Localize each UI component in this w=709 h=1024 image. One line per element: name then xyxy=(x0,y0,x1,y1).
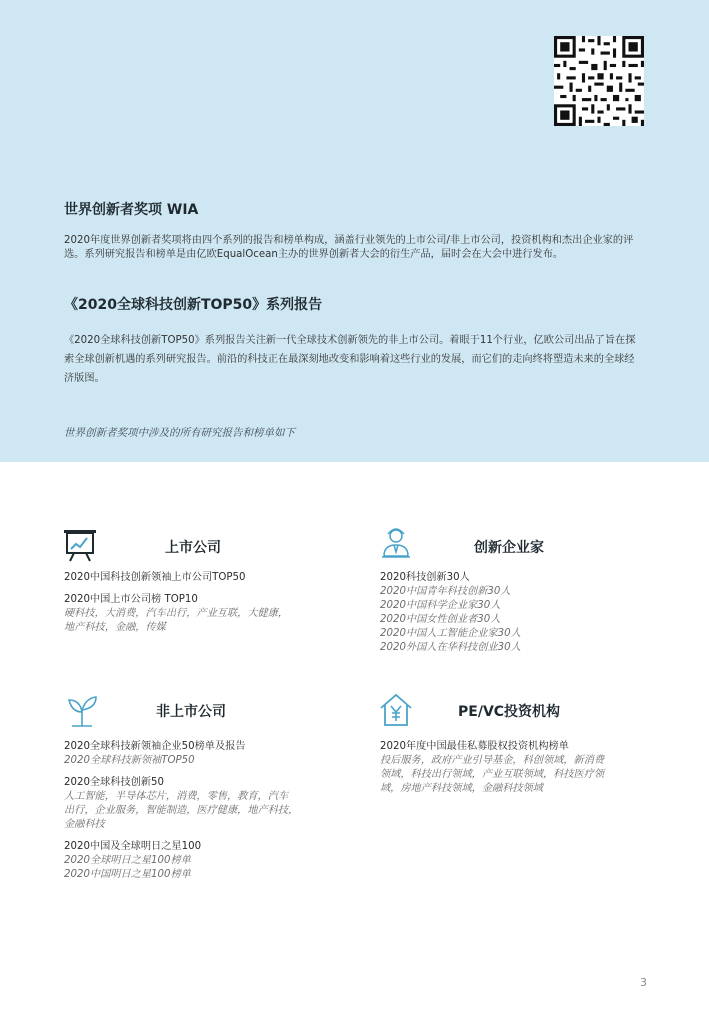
list-subitem: 2020全球明日之星100榜单 xyxy=(64,855,191,866)
report-paragraph: 《2020全球科技创新TOP50》系列报告关注新一代全球技术创新领先的非上市公司。着眼于11个行业，亿欧公司出品了旨在探索全球创新机遇的系列研究报告。前沿的科技正在最深刻地改变和影响着这些行业的发展，而它们的走向终将塑造未来的全球经济版图。 xyxy=(64,335,636,384)
page-number: 3 xyxy=(640,976,647,989)
list-subitem: 2020外国人在华科技创业30人 xyxy=(380,642,521,653)
reports-note: 世界创新者奖项中涉及的所有研究报告和榜单如下 xyxy=(64,427,295,439)
section-listed-list xyxy=(64,571,334,635)
list-subitem: 域，房地产科技领域，金融科技领域 xyxy=(380,783,543,794)
section-entrepreneur-list xyxy=(380,571,650,655)
list-subitem: 2020中国科学企业家30人 xyxy=(380,600,501,611)
list-subitem: 2020中国女性创业者30人 xyxy=(380,614,501,625)
list-subitem: 人工智能，半导体芯片，消费，零售，教育，汽车 xyxy=(64,791,289,802)
section-title-unlisted: 非上市公司 xyxy=(156,704,226,720)
section-title-listed: 上市公司 xyxy=(165,540,221,556)
list-item: 2020科技创新30人 xyxy=(380,572,470,583)
list-item: 2020中国上市公司榜 TOP10 xyxy=(64,594,198,605)
person-icon xyxy=(378,524,414,560)
list-subitem: 出行，企业服务，智能制造，医疗健康，地产科技， xyxy=(64,805,299,816)
qr-code-icon xyxy=(554,36,644,126)
section-title-investment: PE/VC投资机构 xyxy=(458,704,561,720)
list-item: 2020中国及全球明日之星100 xyxy=(64,841,202,852)
spacer xyxy=(64,585,334,593)
section-title-entrepreneur: 创新企业家 xyxy=(474,540,544,556)
section-unlisted-list xyxy=(64,740,334,882)
list-subitem: 2020全球科技新领袖TOP50 xyxy=(64,755,195,766)
list-subitem: 金融科技 xyxy=(64,819,105,830)
report-heading: 《2020全球科技创新TOP50》系列报告 xyxy=(64,297,323,313)
presentation-chart-icon xyxy=(62,527,98,563)
spacer xyxy=(64,832,334,840)
list-item: 2020年度中国最佳私募股权投资机构榜单 xyxy=(380,741,569,752)
section-investment-list xyxy=(380,740,650,796)
list-item: 2020中国科技创新领袖上市公司TOP50 xyxy=(64,572,246,583)
list-subitem: 2020中国青年科技创新30人 xyxy=(380,586,511,597)
list-subitem: 领域，科技出行领域，产业互联领域，科技医疗领 xyxy=(380,769,605,780)
list-item: 2020全球科技新领袖企业50榜单及报告 xyxy=(64,741,246,752)
wia-paragraph: 2020年度世界创新者奖项将由四个系列的报告和榜单构成，涵盖行业领先的上市公司/非上市公司，投资机构和杰出企业家的评选。系列研究报告和榜单是由亿欧EqualOcean主办的世界创新者大会的衍生产品，届时会在大会中进行发布。 xyxy=(64,235,634,260)
list-subitem: 2020中国明日之星100榜单 xyxy=(64,869,191,880)
list-subitem: 地产科技，金融，传媒 xyxy=(64,622,166,633)
list-item: 2020全球科技创新50 xyxy=(64,777,165,788)
wia-heading: 世界创新者奖项 WIA xyxy=(64,202,199,218)
spacer xyxy=(64,768,334,776)
list-subitem: 硬科技，大消费，汽车出行，产业互联，大健康， xyxy=(64,608,289,619)
list-subitem: 2020中国人工智能企业家30人 xyxy=(380,628,521,639)
list-subitem: 投后服务，政府产业引导基金，科创领域，新消费 xyxy=(380,755,605,766)
yen-house-icon xyxy=(378,692,414,728)
sprout-icon xyxy=(64,694,100,730)
